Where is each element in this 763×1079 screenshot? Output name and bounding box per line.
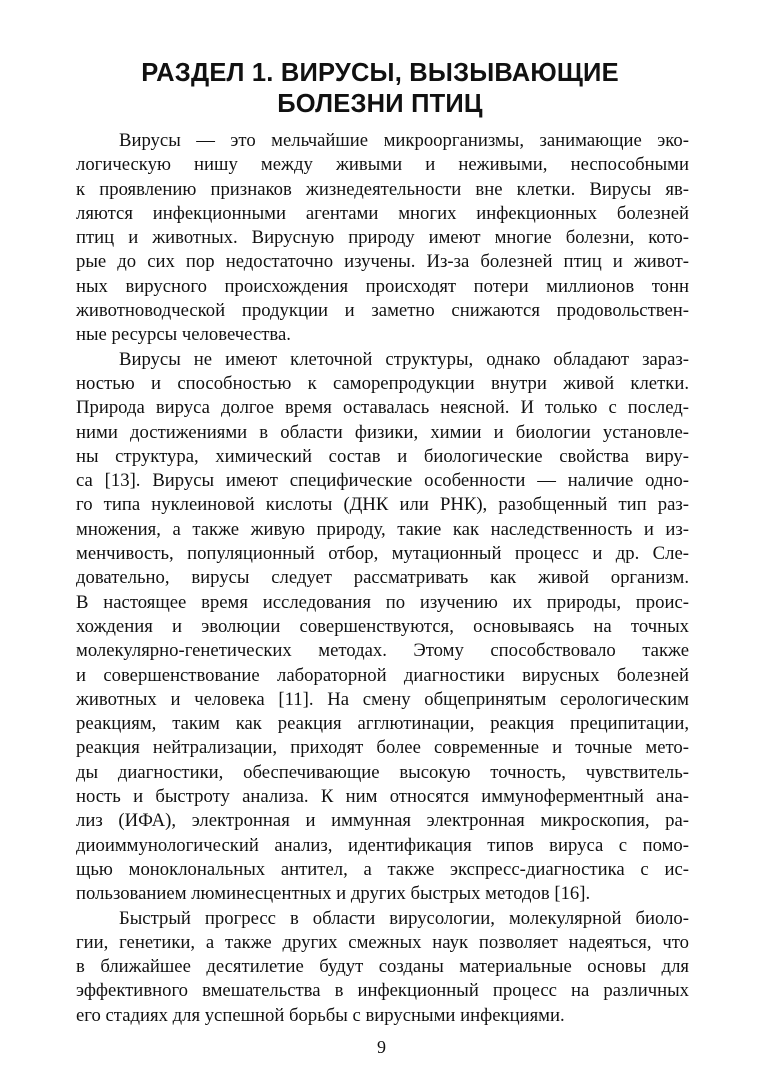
text-line: щью моноклональных антител, а также экспресс-диагностика с ис- [76, 858, 689, 880]
text-line: Быстрый прогресс в области вирусологии, молекулярной биоло- [119, 907, 689, 929]
text-line: ные ресурсы человечества. [76, 324, 291, 346]
text-line: го типа нуклеиновой кислоты (ДНК или РНК), разобщенный тип раз- [76, 494, 689, 516]
text-line: и совершенствование лабораторной диагностики вирусных болезней [76, 664, 689, 686]
page-number: 9 [377, 1037, 386, 1057]
text-line: его стадиях для успешной борьбы с вирусными инфекциями. [76, 1004, 565, 1026]
text-line: эффективного вмешательства в инфекционный процесс на различных [76, 980, 689, 1002]
text-line: множения, а также живую природу, такие как наследственность и из- [76, 518, 689, 540]
section-heading-line-2: БОЛЕЗНИ ПТИЦ [277, 90, 483, 118]
text-line: логическую нишу между живыми и неживыми, неспособными [76, 154, 689, 176]
paragraph-2 [76, 348, 689, 907]
text-line: ных вирусного происхождения происходят потери миллионов тонн [76, 275, 689, 297]
text-line: ность и быстроту анализа. К ним относятся иммуноферментный ана- [76, 786, 689, 808]
text-line: ляются инфекционными агентами многих инфекционных болезней [76, 202, 689, 224]
text-line: к проявлению признаков жизнедеятельности вне клетки. Вирусы яв- [76, 178, 689, 200]
text-line: ды диагностики, обеспечивающие высокую точность, чувствитель- [76, 761, 689, 783]
text-line: рые до сих пор недостаточно изучены. Из-за болезней птиц и живот- [76, 251, 689, 273]
text-line: реакциям, таким как реакция агглютинации, реакция преципитации, [76, 713, 689, 735]
text-line: птиц и животных. Вирусную природу имеют многие болезни, кото- [76, 227, 689, 249]
text-line: животноводческой продукции и заметно снижаются продовольствен- [76, 300, 689, 322]
text-line: В настоящее время исследования по изучению их природы, проис- [76, 591, 689, 613]
text-line: ностью и способностью к саморепродукции внутри живой клетки. [76, 372, 689, 394]
text-line: диоиммунологический анализ, идентификация типов вируса с помо- [76, 834, 689, 856]
text-line: са [13]. Вирусы имеют специфические особенности — наличие одно- [76, 470, 689, 492]
text-line: гии, генетики, а также других смежных наук позволяет надеяться, что [76, 931, 689, 953]
text-line: животных и человека [11]. На смену общепринятым серологическим [76, 688, 689, 710]
body-text [76, 129, 689, 1028]
text-line: Вирусы — это мельчайшие микроорганизмы, занимающие эко- [119, 130, 689, 151]
text-line: довательно, вирусы следует рассматривать как живой организм. [76, 567, 689, 589]
text-line: реакция нейтрализации, приходят более современные и точные мето- [76, 737, 689, 759]
text-line: Природа вируса долгое время оставалась неясной. И только с послед- [76, 397, 689, 419]
section-heading-line-1: РАЗДЕЛ 1. ВИРУСЫ, ВЫЗЫВАЮЩИЕ [141, 59, 619, 87]
text-line: в ближайшее десятилетие будут созданы материальные основы для [76, 956, 689, 978]
text-line: лиз (ИФА), электронная и иммунная электронная микроскопия, ра- [76, 810, 689, 832]
text-line: Вирусы не имеют клеточной структуры, однако обладают зараз- [119, 348, 689, 370]
text-line: менчивость, популяционный отбор, мутационный процесс и др. Сле- [76, 543, 689, 565]
paragraph-3 [76, 907, 689, 1028]
text-line: молекулярно-генетических методах. Этому способствовало также [76, 640, 689, 662]
text-line: ны структура, химический состав и биологические свойства виру- [76, 445, 689, 467]
section-heading [70, 58, 690, 120]
text-line: ними достижениями в области физики, химии и биологии установле- [76, 421, 689, 443]
text-line: пользованием люминесцентных и других быстрых методов [16]. [76, 883, 591, 905]
text-line: хождения и эволюции совершенствуются, основываясь на точных [76, 615, 689, 637]
paragraph-1 [76, 129, 689, 348]
